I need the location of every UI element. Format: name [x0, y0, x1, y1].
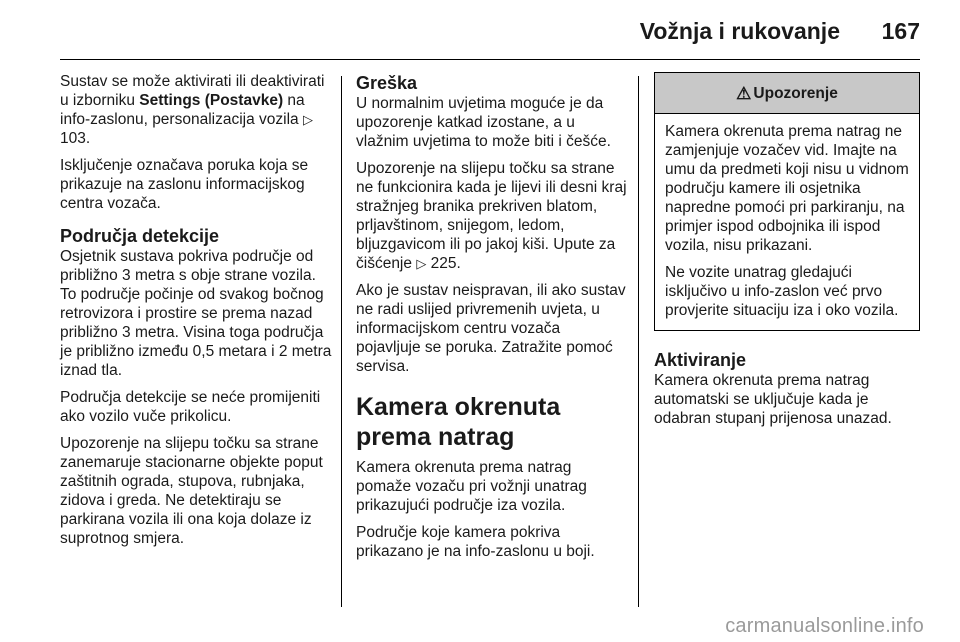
paragraph: Kamera okrenuta prema natrag pomaže vozaču pri vožnji unatrag prikazujući područje iza vozila. [356, 459, 587, 514]
section-heading: Greška [356, 73, 418, 93]
paragraph: Osjetnik sustava pokriva područje od približno 3 metra s obje strane vozila. To područje počinje od svakog bočnog retrovizora i prostire se prema nazad približno 3 metra. Visina toga područja je približno između 0,5 metara i 2 metra iznad tla. [60, 248, 332, 379]
warning-title: Upozorenje [753, 84, 838, 102]
paragraph: Područje koje kamera pokriva prikazano je na info-zaslonu u boji. [356, 524, 595, 560]
paragraph: U normalnim uvjetima moguće je da upozorenje katkad izostane, a u vlažnim uvjetima to može biti i češće. [356, 95, 611, 150]
page-header [0, 0, 960, 60]
paragraph: Upozorenje na slijepu točku sa strane ne funkcionira kada je lijevi ili desni kraj stražnjeg branika prekriven blatom, prljavštinom, snijegom, ledom, bljuzgavicom ili po jakoj kiši. Upute za čišćenje ▷ 225. [356, 160, 627, 272]
page-number: 167 [881, 18, 920, 44]
warning-box [654, 72, 920, 331]
page-reference: 225. [430, 255, 461, 272]
warning-body [655, 114, 919, 330]
column-divider [638, 76, 639, 607]
header-divider [60, 59, 920, 60]
page-reference: 103. [60, 130, 91, 147]
page-reference-arrow-icon: ▷ [302, 112, 313, 127]
section-heading: Područja detekcije [60, 226, 220, 246]
menu-reference: Settings (Postavke) [139, 92, 284, 109]
column-2 [356, 72, 628, 569]
chapter-heading: Kamera okrenuta prema natrag [356, 393, 561, 451]
paragraph: Kamera okrenuta prema natrag automatski se uključuje kada je odabran stupanj prijenosa unazad. [654, 372, 892, 427]
watermark: carmanualsonline.info [725, 615, 924, 637]
paragraph: Područja detekcije se neće promijeniti ako vozilo vuče prikolicu. [60, 389, 321, 425]
section-heading: Aktiviranje [654, 350, 747, 370]
column-divider [341, 76, 342, 607]
paragraph: Isključenje označava poruka koja se prikazuje na zaslonu informacijskog centra vozača. [60, 157, 309, 212]
page-reference-arrow-icon: ▷ [416, 256, 427, 271]
paragraph: Upozorenje na slijepu točku sa strane zanemaruje stacionarne objekte poput zaštitnih ograda, stupova, rubnjaka, zidova i greda. Ne detektiraju se parkirana vozila ili ona koja dolaze iz suprotnog smjera. [60, 435, 323, 547]
column-3 [654, 72, 920, 436]
paragraph: Sustav se može aktivirati ili deaktivirati u izborniku Settings (Postavke) na info-zaslonu, personalizacija vozila ▷ 103. [60, 73, 325, 147]
warning-triangle-icon: ⚠ [736, 83, 752, 103]
paragraph: Ne vozite unatrag gledajući isključivo u info-zaslon već prvo provjerite situaciju iza i oko vozila. [665, 264, 899, 319]
paragraph: Ako je sustav neispravan, ili ako sustav ne radi uslijed privremenih uvjeta, u informacijskom centru vozača pojavljuje se poruka. Zatražite pomoć servisa. [356, 282, 626, 375]
paragraph: Kamera okrenuta prema natrag ne zamjenjuje vozačev vid. Imajte na umu da predmeti koji nisu u vidnom području kamere ili osjetnika napredne pomoći pri parkiranju, na primjer ispod odbojnika ili ispod vozila, nisu prikazani. [665, 123, 909, 254]
warning-header [655, 73, 919, 114]
page-title: Vožnja i rukovanje [639, 18, 840, 44]
column-1 [60, 72, 332, 556]
